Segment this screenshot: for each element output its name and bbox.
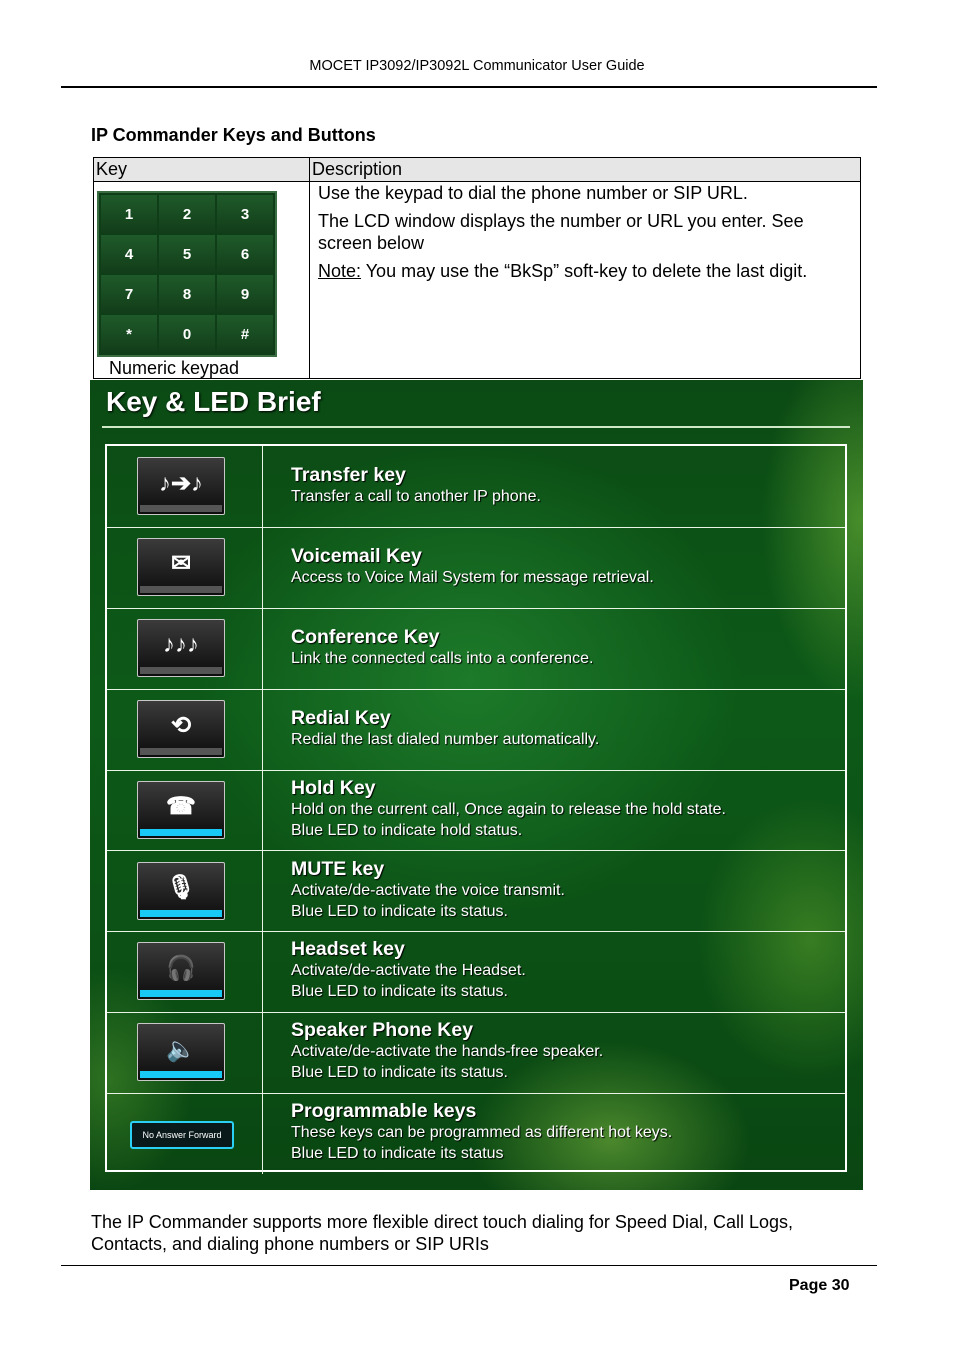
keypad-key: 6 — [217, 235, 273, 273]
icon-glyph: ♪♪♪ — [163, 630, 199, 658]
key-title: Speaker Phone Key — [291, 1019, 474, 1042]
key-description: Access to Voice Mail System for message retrieval. — [291, 568, 654, 586]
description-line: Use the keypad to dial the phone number or SIP URL. — [318, 183, 748, 203]
key-title: MUTE key — [291, 857, 385, 880]
key-row — [107, 770, 845, 852]
key-text — [291, 858, 565, 922]
key-icon-cell — [107, 608, 263, 689]
description-cell — [310, 182, 861, 379]
key-row — [107, 527, 845, 609]
description-line: The LCD window displays the number or URL you enter. See screen below — [318, 211, 804, 253]
key-icon-cell — [107, 770, 263, 851]
key-row — [107, 446, 845, 528]
button-base — [140, 667, 222, 674]
description-note — [318, 260, 858, 282]
key-description: Blue LED to indicate hold status. — [291, 821, 523, 839]
key-icon-cell — [107, 851, 263, 932]
panel-title-rule — [102, 426, 850, 428]
keypad-key: 3 — [217, 195, 273, 233]
key-title: Headset key — [291, 938, 405, 961]
key-row — [107, 1093, 845, 1174]
keypad-key: 0 — [159, 315, 215, 353]
key-text — [291, 777, 726, 841]
keypad-key: 8 — [159, 275, 215, 313]
numeric-keypad-image — [97, 191, 277, 357]
key-icon-cell — [107, 689, 263, 770]
programmable-key-icon: No Answer Forward — [130, 1121, 234, 1149]
key-title: Hold Key — [291, 776, 376, 799]
conference-icon — [137, 619, 225, 677]
keypad-key: 4 — [101, 235, 157, 273]
redial-icon — [137, 700, 225, 758]
key-icon-cell — [107, 446, 263, 527]
key-text — [291, 707, 599, 750]
section-heading: IP Commander Keys and Buttons — [91, 125, 376, 145]
key-description: Activate/de-activate the voice transmit. — [291, 881, 565, 899]
column-header-key: Key — [94, 158, 310, 182]
icon-glyph: 🎧 — [166, 954, 196, 982]
table-header-row — [94, 158, 861, 182]
key-description: Activate/de-activate the hands-free speaker. — [291, 1043, 604, 1061]
key-text — [291, 1100, 672, 1164]
key-description: Transfer a call to another IP phone. — [291, 488, 541, 505]
key-grid — [105, 444, 847, 1172]
key-description: Hold on the current call, Once again to release the hold state. — [291, 800, 726, 818]
speaker-icon — [137, 1023, 225, 1081]
key-text — [291, 1019, 603, 1083]
key-text — [291, 464, 541, 507]
key-icon-cell — [107, 1012, 263, 1093]
panel-title: Key & LED Brief — [106, 386, 321, 417]
icon-glyph: ♪➔♪ — [158, 469, 204, 497]
key-title: Programmable keys — [291, 1100, 477, 1123]
note-label: Note: — [318, 261, 362, 281]
key-row — [107, 608, 845, 690]
key-row — [107, 689, 845, 771]
key-description: Activate/de-activate the Headset. — [291, 962, 526, 980]
key-icon-cell — [107, 527, 263, 608]
keypad-key: 1 — [101, 195, 157, 233]
headset-icon — [137, 942, 225, 1000]
key-description: These keys can be programmed as different hot keys. — [291, 1124, 673, 1142]
transfer-icon — [137, 457, 225, 515]
key-led-brief-panel — [90, 380, 863, 1190]
key-description: Redial the last dialed number automatically. — [291, 730, 600, 748]
icon-glyph: ⟲ — [170, 712, 192, 740]
keypad-key: 9 — [217, 275, 273, 313]
keypad-key: 2 — [159, 195, 215, 233]
page-number: Page 30 — [789, 1277, 850, 1294]
icon-glyph: ☎ — [166, 793, 196, 821]
blue-led-indicator — [140, 1071, 222, 1078]
keypad-caption: Numeric keypad — [109, 358, 240, 378]
key-description: Blue LED to indicate its status. — [291, 1064, 508, 1082]
key-description: Blue LED to indicate its status. — [291, 902, 508, 920]
key-row — [107, 851, 845, 933]
key-text — [291, 626, 593, 669]
key-title: Voicemail Key — [291, 544, 422, 567]
keypad-key: * — [101, 315, 157, 353]
keypad-key: 7 — [101, 275, 157, 313]
key-text — [291, 938, 526, 1002]
envelope-icon — [137, 538, 225, 596]
hold-icon — [137, 781, 225, 839]
button-base — [140, 748, 222, 755]
icon-glyph: 🔈 — [166, 1035, 196, 1063]
key-title: Conference Key — [291, 625, 440, 648]
mute-mic-icon — [137, 862, 225, 920]
icon-glyph: ✉ — [170, 550, 192, 578]
key-icon-cell — [107, 931, 263, 1012]
key-row — [107, 1012, 845, 1094]
blue-led-indicator — [140, 910, 222, 917]
document-header-title: MOCET IP3092/IP3092L Communicator User Guide — [309, 58, 645, 74]
key-description: Blue LED to indicate its status. — [291, 983, 508, 1001]
button-base — [140, 586, 222, 593]
key-description: Blue LED to indicate its status — [291, 1145, 504, 1163]
key-title: Redial Key — [291, 706, 391, 729]
note-text: You may use the “BkSp” soft-key to delete the last digit. — [361, 261, 808, 281]
key-title: Transfer key — [291, 464, 406, 486]
icon-glyph: 🎙 — [165, 874, 197, 901]
keypad-key: # — [217, 315, 273, 353]
button-base — [140, 505, 222, 512]
blue-led-indicator — [140, 990, 222, 997]
key-row — [107, 931, 845, 1013]
footer-paragraph: The IP Commander supports more flexible direct touch dialing for Speed Dial, Call Logs, Contacts, and dialing phone numbers or SIP URIs — [91, 1212, 794, 1254]
column-header-description: Description — [310, 158, 861, 182]
header-rule — [61, 86, 877, 88]
footer-rule — [61, 1265, 877, 1266]
blue-led-indicator — [140, 829, 222, 836]
key-icon-cell — [107, 1093, 263, 1174]
keypad-key: 5 — [159, 235, 215, 273]
key-description: Link the connected calls into a conference. — [291, 649, 594, 667]
key-text — [291, 545, 654, 588]
